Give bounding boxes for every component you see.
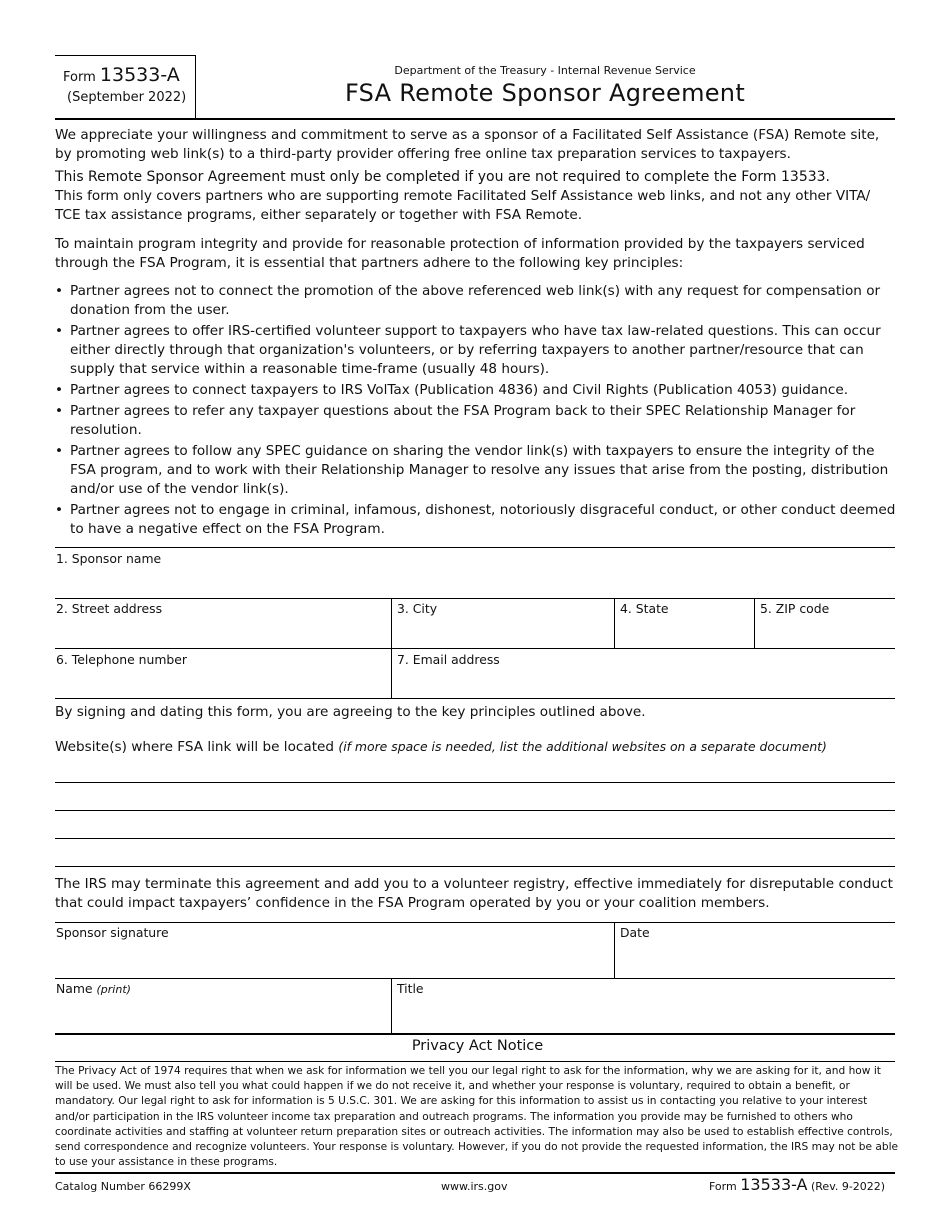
bullet-icon: • xyxy=(55,403,64,419)
city-field[interactable] xyxy=(392,618,613,647)
bullet-icon: • xyxy=(55,382,64,398)
field-rule xyxy=(55,547,895,548)
scope-lead-text: This Remote Sponsor Agreement must only be completed if you are not required to complete the Form 13533. xyxy=(55,169,830,185)
sponsor-name-field[interactable] xyxy=(55,566,895,597)
bullet-icon: • xyxy=(55,443,64,459)
footer-form-label: Form xyxy=(709,1180,737,1193)
list-item: • Partner agrees to refer any taxpayer questions about the FSA Program back to their SPEC Relationship Manager for resolution. xyxy=(55,403,856,438)
sponsor-signature-label: Sponsor signature xyxy=(56,925,169,940)
signature-bottom-rule xyxy=(55,1033,895,1035)
form-title: FSA Remote Sponsor Agreement xyxy=(344,79,746,107)
website-entry-line[interactable] xyxy=(55,788,895,810)
title-field[interactable] xyxy=(392,998,895,1033)
bullet-icon: • xyxy=(55,283,64,299)
form-date: (September 2022) xyxy=(67,90,187,105)
date-label: Date xyxy=(620,925,650,940)
privacy-title: Privacy Act Notice xyxy=(411,1038,544,1054)
signature-rule xyxy=(55,922,895,923)
privacy-body: The Privacy Act of 1974 requires that when we ask for information we tell you our legal right to ask for the information, why we are asking for it, and how it will be used. We must also tell you what could happen if we do not receive it, and whether your response is voluntary, required to obtain a benefit, or mandatory. Our legal right to ask for information is 5 U.S.C. 301. We are asking for this information to assist us in contacting you relative to your interest and/or participation in the IRS volunteer income tax preparation and outreach programs. The information you provide may be furnished to others who coordinate activities and staffing at volunteer return preparation sites or outreach activities. The information may also be used to establish effective controls, send correspondence and recognize volunteers. Your response is voluntary. However, if you do not provide the requested information, the IRS may not be able to use your assistance in these programs. xyxy=(55,1065,899,1169)
catalog-number: Catalog Number 66299X xyxy=(55,1180,191,1193)
date-field[interactable] xyxy=(615,942,895,977)
email-field[interactable] xyxy=(392,668,895,697)
signature-rule xyxy=(55,978,895,979)
zip-code-field[interactable] xyxy=(755,618,895,647)
printed-name-field[interactable] xyxy=(55,998,390,1033)
field-rule xyxy=(55,598,895,599)
agreement-statement: By signing and dating this form, you are agreeing to the key principles outlined above. xyxy=(55,704,646,720)
principles-intro: To maintain program integrity and provide for reasonable protection of information provided by the taxpayers serviced through the FSA Program, it is essential that partners adhere to the following key principles: xyxy=(55,236,865,271)
email-label: 7. Email address xyxy=(397,652,500,667)
telephone-field[interactable] xyxy=(55,668,390,697)
field-rule xyxy=(55,648,895,649)
website-rule xyxy=(55,782,895,783)
name-label-row xyxy=(56,981,131,996)
sponsor-name-label: 1. Sponsor name xyxy=(56,551,162,566)
name-label: Name xyxy=(56,981,93,996)
footer-form-id xyxy=(709,1175,885,1194)
websites-label-row xyxy=(55,737,900,757)
termination-notice: The IRS may terminate this agreement and add you to a volunteer registry, effective immediately for disreputable conduct that could impact taxpayers’ confidence in the FSA Program operated by you or your coalition members. xyxy=(55,876,893,911)
sponsor-signature-field[interactable] xyxy=(55,942,613,977)
title-label: Title xyxy=(397,981,424,996)
street-address-field[interactable] xyxy=(55,618,390,647)
name-print-note: (print) xyxy=(96,983,131,996)
telephone-label: 6. Telephone number xyxy=(56,652,187,667)
header-bottom-rule xyxy=(55,118,895,120)
state-field[interactable] xyxy=(615,618,753,647)
zip-code-label: 5. ZIP code xyxy=(760,601,830,616)
city-label: 3. City xyxy=(397,601,438,616)
website-entry-line[interactable] xyxy=(55,844,895,866)
list-item: • Partner agrees to connect taxpayers to IRS VolTax (Publication 4836) and Civil Rights (Publication 4053) guidance. xyxy=(55,382,849,398)
footer-form-number: 13533-A xyxy=(740,1175,808,1194)
department-name: Department of the Treasury - Internal Revenue Service xyxy=(394,64,696,77)
privacy-rule xyxy=(55,1061,895,1062)
form-label: Form xyxy=(63,70,96,85)
websites-label: Website(s) where FSA link will be located xyxy=(55,739,335,755)
list-item: • Partner agrees not to connect the promotion of the above referenced web link(s) with any request for compensation or donation from the user. xyxy=(55,283,881,318)
form-number: 13533-A xyxy=(99,64,180,86)
field-rule xyxy=(55,698,895,699)
list-item: • Partner agrees not to engage in criminal, infamous, dishonest, notoriously disgraceful conduct, or other conduct deemed to have a negative effect on the FSA Program. xyxy=(55,502,896,537)
websites-note: (if more space is needed, list the additional websites on a separate document) xyxy=(338,739,827,754)
list-item: • Partner agrees to follow any SPEC guidance on sharing the vendor link(s) with taxpayers to ensure the integrity of the FSA program, and to work with their Relationship Manager to resolve any issues that arise from the posting, distribution and/or use of the vendor link(s). xyxy=(55,443,889,497)
website-entry-line[interactable] xyxy=(55,816,895,838)
website-entry-line[interactable] xyxy=(55,760,895,782)
footer-rule xyxy=(55,1172,895,1174)
bullet-icon: • xyxy=(55,502,64,518)
bullet-icon: • xyxy=(55,323,64,339)
website-rule xyxy=(55,810,895,811)
footer-revision: (Rev. 9-2022) xyxy=(810,1180,886,1193)
irs-website: www.irs.gov xyxy=(441,1180,508,1193)
list-item: • Partner agrees to offer IRS-certified volunteer support to taxpayers who have tax law-related questions. This can occur either directly through that organization's volunteers, or by referring taxpayers to another partner/resource that can supply that service within a reasonable time-frame (usually 48 hours). xyxy=(55,323,881,377)
website-rule xyxy=(55,866,895,867)
website-rule xyxy=(55,838,895,839)
key-principles-list xyxy=(55,282,900,541)
scope-paragraph xyxy=(55,168,900,225)
scope-rest-text: This form only covers partners who are supporting remote Facilitated Self Assistance web links, and not any other VITA/ TCE tax assistance programs, either separately or together with FSA Remote. xyxy=(55,188,871,223)
street-address-label: 2. Street address xyxy=(56,601,163,616)
state-label: 4. State xyxy=(620,601,669,616)
form-number-block xyxy=(63,64,180,86)
intro-paragraph: We appreciate your willingness and commitment to serve as a sponsor of a Facilitated Self Assistance (FSA) Remote site, by promoting web link(s) to a third-party provider offering free online tax preparation services to taxpayers. xyxy=(55,127,880,162)
